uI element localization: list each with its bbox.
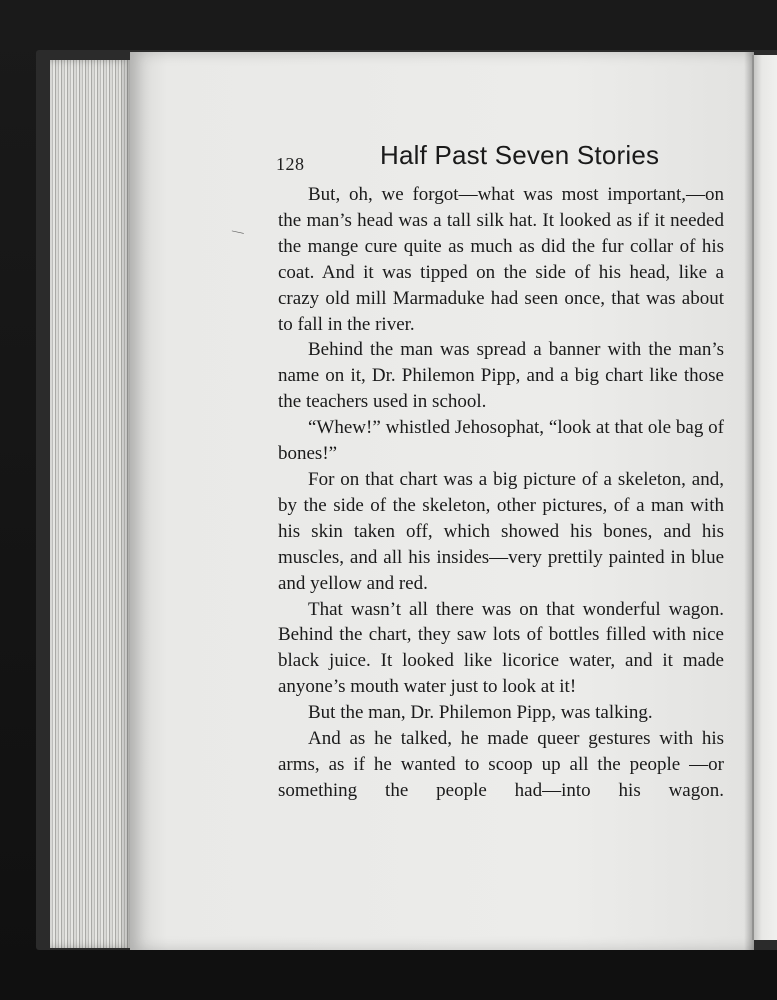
paragraph: For on that chart was a big picture of a skeleton, and, by the side of the skeleton, other pictures, of a man with his skin taken off, which showed his bones, and his muscles, and all his insides—very prettily painted in blue and yellow and red.: [278, 468, 724, 594]
paragraph: “Whew!” whistled Jehosophat, “look at that ole bag of bones!”: [278, 417, 724, 465]
margin-mark: —: [230, 222, 246, 240]
paragraph: Behind the man was spread a banner with the man’s name on it, Dr. Philemon Pipp, and a big chart like those the teachers used in school.: [278, 339, 724, 413]
page-number: 128: [276, 154, 305, 174]
gutter-shadow: [744, 52, 754, 950]
running-head: Half Past Seven Stories: [380, 140, 660, 170]
paragraph: But, oh, we forgot—what was most important,—on the man’s head was a tall silk hat. It looked as if it needed the mange cure quite as much as did the fur collar of his coat. And it was tipped on the side of his head, like a crazy old mill Marmaduke had seen once, that was about to fall in the river.: [278, 184, 724, 335]
paragraph: And as he talked, he made queer gestures with his arms, as if he wanted to scoop up all the people —or something the people had—into his wagon.: [278, 728, 724, 801]
body-text: [278, 182, 724, 804]
paragraph: But the man, Dr. Philemon Pipp, was talking.: [308, 702, 653, 724]
paragraph: That wasn’t all there was on that wonderful wagon. Behind the chart, they saw lots of bottles filled with nice black juice. It looked like licorice water, and it made anyone’s mouth water just to look at it!: [278, 598, 724, 698]
page-header: [272, 140, 722, 180]
facing-page-edge: [752, 55, 777, 940]
page-edges: [50, 60, 132, 948]
